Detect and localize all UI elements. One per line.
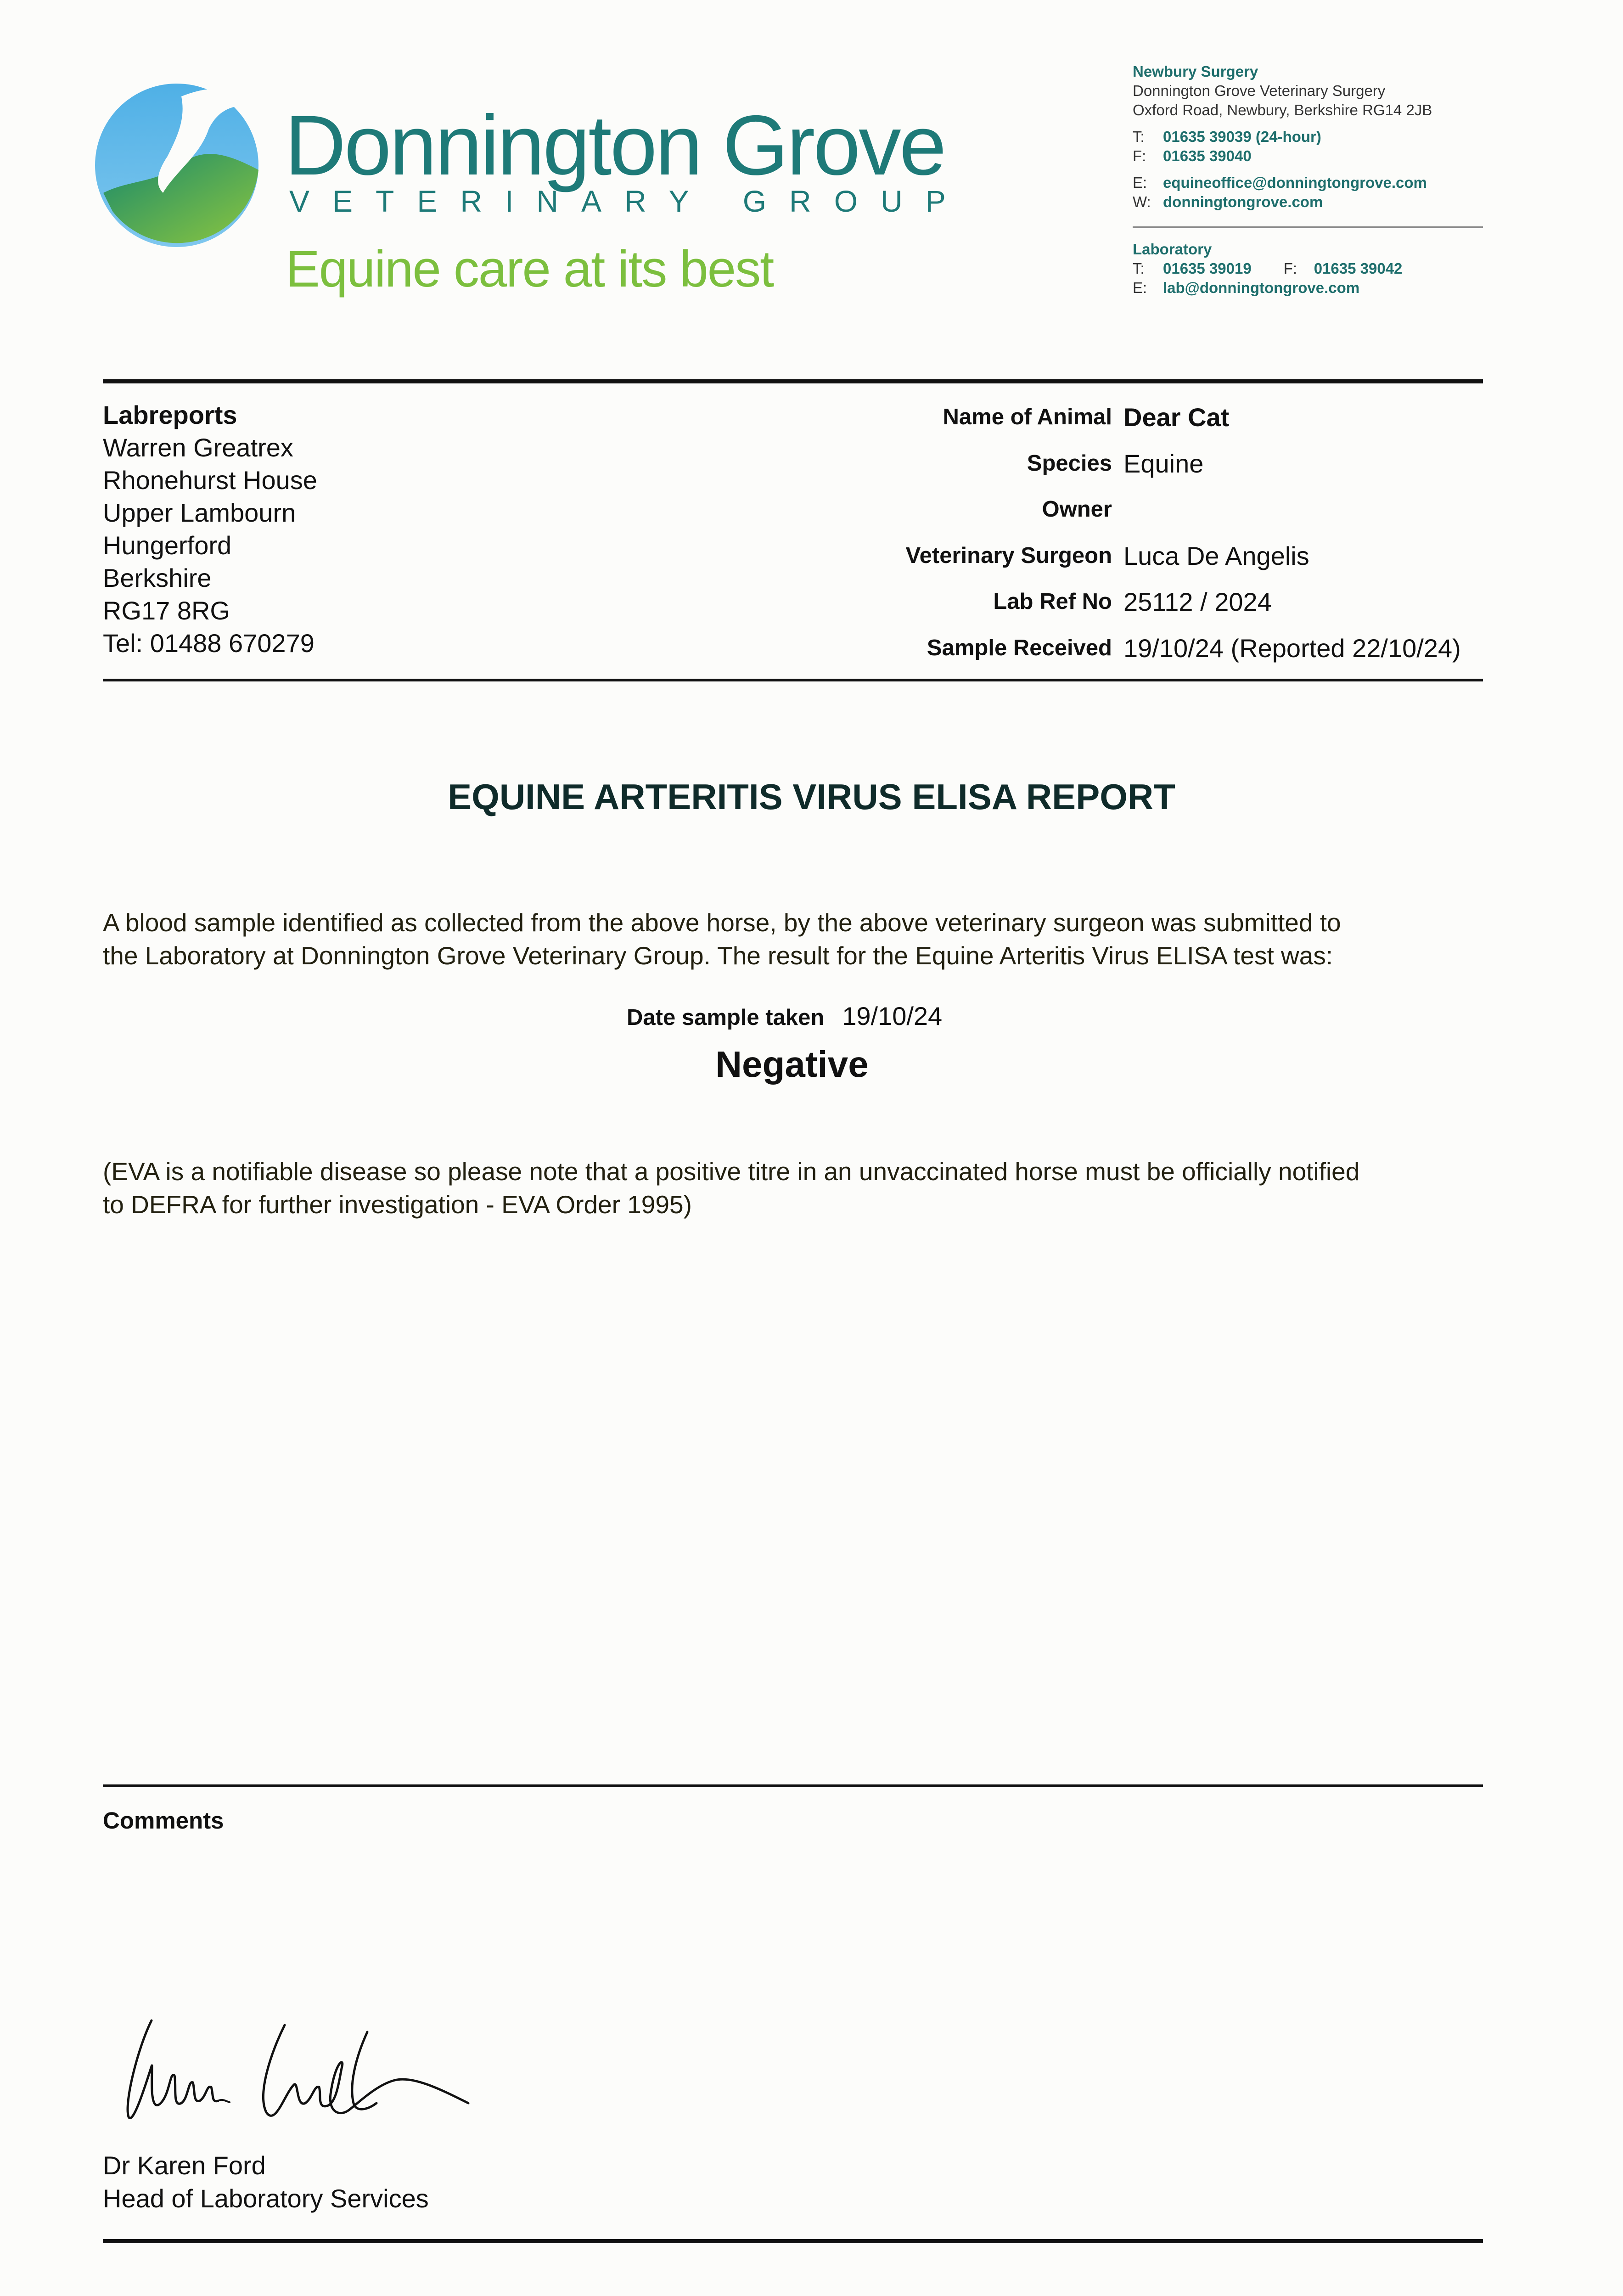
recipient-line: Hungerford (103, 531, 232, 560)
field-label-surgeon: Veterinary Surgeon (905, 543, 1112, 568)
details-rule (103, 679, 1483, 681)
lab-email-label: E: (1133, 279, 1147, 296)
surgery-email-link[interactable]: equineoffice@donningtongrove.com (1163, 174, 1427, 191)
date-taken-label: Date sample taken (627, 1005, 825, 1030)
bottom-rule (103, 2239, 1483, 2243)
report-title: EQUINE ARTERITIS VIRUS ELISA REPORT (448, 777, 1175, 817)
signatory (103, 2149, 429, 2215)
field-label-name: Name of Animal (943, 405, 1112, 429)
surgery-contact (1133, 62, 1432, 212)
field-value-lab-ref: 25112 / 2024 (1123, 587, 1272, 616)
surgery-fax-label: F: (1133, 147, 1146, 164)
eva-note-line: (EVA is a notifiable disease so please note that a positive titre in an unvaccinated horse must be officially notified (103, 1157, 1360, 1186)
field-label-species: Species (1027, 451, 1112, 476)
signatory-name: Dr Karen Ford (103, 2151, 266, 2180)
surgery-web-label: W: (1133, 193, 1151, 210)
surgery-heading: Newbury Surgery (1133, 63, 1258, 80)
signatory-role: Head of Laboratory Services (103, 2184, 429, 2213)
recipient-line: Upper Lambourn (103, 498, 296, 527)
brand-name: Donnington Grove (285, 98, 945, 193)
brand-subtitle: VETERINARY GROUP (289, 184, 969, 218)
recipient-line: Berkshire (103, 563, 212, 592)
surgery-web-link[interactable]: donningtongrove.com (1163, 193, 1323, 210)
lab-tel[interactable]: 01635 39019 (1163, 260, 1252, 277)
field-value-surgeon: Luca De Angelis (1123, 541, 1309, 570)
comments-label: Comments (103, 1807, 224, 1834)
field-value-name: Dear Cat (1123, 403, 1230, 432)
recipient-name: Labreports (103, 400, 237, 429)
comments-rule (103, 1784, 1483, 1787)
date-taken-value: 19/10/24 (842, 1002, 943, 1030)
eva-note-line: to DEFRA for further investigation - EVA Order 1995) (103, 1190, 692, 1219)
surgery-fax: 01635 39040 (1163, 147, 1252, 164)
header-divider (1133, 226, 1483, 228)
brand-logo (94, 78, 269, 253)
lab-fax: 01635 39042 (1314, 260, 1403, 277)
eva-note (103, 1155, 1359, 1221)
recipient-line: Rhonehurst House (103, 466, 317, 495)
surgery-tel[interactable]: 01635 39039 (24-hour) (1163, 128, 1321, 145)
laboratory-heading: Laboratory (1133, 241, 1212, 258)
field-value-species: Equine (1123, 449, 1204, 478)
report-intro-line: the Laboratory at Donnington Grove Veterinary Group. The result for the Equine Arteritis Virus ELISA test was: (103, 941, 1333, 970)
recipient-address (103, 399, 317, 670)
brand-tagline: Equine care at its best (286, 240, 774, 298)
surgery-line2: Oxford Road, Newbury, Berkshire RG14 2JB (1133, 101, 1432, 118)
field-label-sample-received: Sample Received (927, 636, 1112, 660)
field-label-lab-ref: Lab Ref No (993, 589, 1112, 614)
report-intro (103, 906, 1341, 972)
lab-fax-label: F: (1283, 260, 1297, 277)
lab-email-link[interactable]: lab@donningtongrove.com (1163, 279, 1360, 296)
recipient-line: Tel: 01488 670279 (103, 629, 314, 658)
lab-tel-label: T: (1133, 260, 1145, 277)
surgery-line1: Donnington Grove Veterinary Surgery (1133, 82, 1386, 99)
test-result: Negative (715, 1044, 869, 1085)
surgery-tel-label: T: (1133, 128, 1145, 145)
date-taken-row (627, 1001, 942, 1031)
laboratory-contact (1133, 240, 1402, 298)
report-intro-line: A blood sample identified as collected from the above horse, by the above veterinary surgeon was submitted to (103, 908, 1341, 937)
recipient-line: RG17 8RG (103, 596, 230, 625)
field-value-sample-received: 19/10/24 (Reported 22/10/24) (1123, 634, 1461, 663)
handwritten-signature (119, 2011, 477, 2135)
surgery-email-label: E: (1133, 174, 1147, 191)
recipient-line: Warren Greatrex (103, 433, 293, 462)
top-rule (103, 379, 1483, 383)
field-label-owner: Owner (1042, 497, 1112, 522)
